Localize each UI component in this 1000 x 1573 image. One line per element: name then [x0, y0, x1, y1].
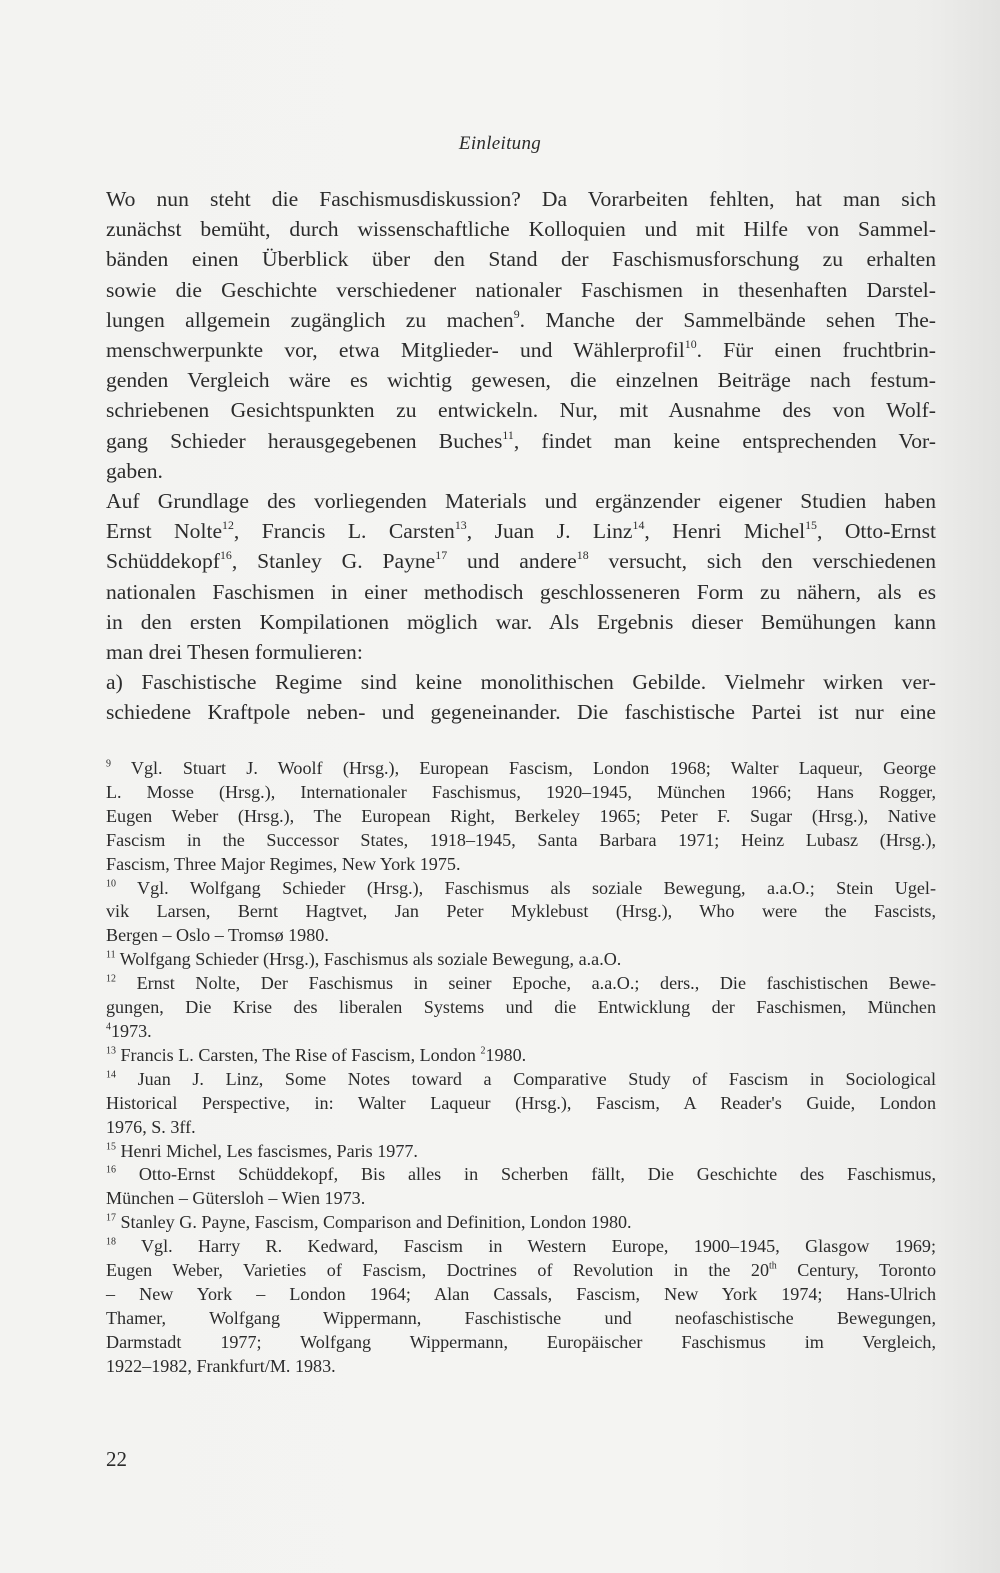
- body-line-text: in den ersten Kompilationen möglich war. Als Ergebnis dieser Bemühungen kann: [106, 609, 936, 634]
- footnote-line: [106, 1044, 936, 1068]
- footnote-number: 9: [106, 758, 111, 770]
- body-text: [106, 184, 936, 728]
- body-line-text: Wo nun steht die Faschismusdiskussion? Da Vorarbeiten fehlten, hat man sich: [106, 187, 936, 211]
- footnote-number: 15: [106, 1141, 116, 1153]
- footnote-ref: 9: [513, 306, 520, 321]
- footnote-line: [106, 1331, 936, 1355]
- footnote-ref: 11: [502, 427, 514, 442]
- footnotes: [106, 757, 936, 1379]
- body-line: [106, 667, 936, 697]
- body-line: [106, 697, 936, 727]
- footnote-text: vik Larsen, Bernt Hagtvet, Jan Peter Myklebust (Hrsg.), Who were the Fascists,: [106, 901, 936, 922]
- body-line-text: man drei Thesen formulieren:: [106, 640, 363, 665]
- footnote-line: [106, 781, 936, 805]
- footnote-line: [106, 1020, 936, 1044]
- footnote-line: [106, 1187, 936, 1211]
- body-line: [106, 184, 936, 214]
- body-line: [106, 486, 936, 516]
- footnote-number: 12: [106, 973, 116, 985]
- edition-number: 2: [480, 1045, 486, 1057]
- body-line: [106, 426, 936, 456]
- body-line: [106, 456, 936, 486]
- footnote-ref: 10: [684, 337, 697, 352]
- footnote-text: 1973.: [110, 1020, 152, 1041]
- body-line-text: und andere: [447, 549, 577, 574]
- footnote-ref: 13: [454, 518, 467, 533]
- body-line-text: , findet man keine entsprechenden Vor-: [513, 428, 936, 453]
- body-line-text: nationalen Faschismen in einer methodisch geschlosseneren Form zu nähern, als es: [106, 579, 936, 604]
- body-line: [106, 607, 936, 637]
- footnote-line: [106, 829, 936, 853]
- footnote-number: 17: [106, 1212, 116, 1224]
- footnote-text: Francis L. Carsten, The Rise of Fascism, London: [115, 1044, 481, 1065]
- footnote-line: [106, 972, 936, 996]
- footnote-line: [106, 1307, 936, 1331]
- footnote-line: [106, 1211, 936, 1235]
- body-line-text: , Henri Michel: [644, 519, 806, 544]
- body-line-text: . Manche der Sammelbände sehen The-: [519, 307, 936, 332]
- footnote-text: Eugen Weber (Hrsg.), The European Right, Berkeley 1965; Peter F. Sugar (Hrsg.), Native: [106, 805, 936, 826]
- body-line: [106, 244, 936, 274]
- footnote-line: [106, 1116, 936, 1140]
- footnote-number: 16: [106, 1164, 116, 1176]
- body-line-text: sowie die Geschichte verschiedener nationaler Faschismen in thesenhaften Darstel-: [106, 277, 936, 302]
- footnote-text: Vgl. Harry R. Kedward, Fascism in Western Europe, 1900–1945, Glasgow 1969;: [115, 1236, 936, 1257]
- body-line-text: schriebenen Gesichtspunkten zu entwickeln. Nur, mit Ausnahme des von Wolf-: [106, 398, 936, 423]
- footnote-line: [106, 1259, 936, 1283]
- footnote-line: [106, 1235, 936, 1259]
- body-line-text: , Otto-Ernst: [816, 519, 936, 544]
- footnote-text: Otto-Ernst Schüddekopf, Bis alles in Scherben fällt, Die Geschichte des Faschismus,: [115, 1164, 936, 1185]
- body-line: [106, 275, 936, 305]
- body-line-text: , Juan J. Linz: [466, 519, 633, 544]
- footnote-text: Fascism, Three Major Regimes, New York 1975.: [106, 853, 461, 874]
- footnote-text: Historical Perspective, in: Walter Laqueur (Hrsg.), Fascism, A Reader's Guide, London: [106, 1092, 936, 1113]
- footnote-text: Fascism in the Successor States, 1918–1945, Santa Barbara 1971; Heinz Lubasz (Hrsg.),: [106, 829, 936, 850]
- body-line-text: Auf Grundlage des vorliegenden Materials und ergänzender eigener Studien haben: [106, 489, 936, 514]
- footnote-line: [106, 1355, 936, 1379]
- footnote-ref: 17: [435, 548, 448, 563]
- body-line-text: gaben.: [106, 458, 163, 483]
- footnote-ref: 16: [219, 548, 232, 563]
- footnote-text: Wolfgang Schieder (Hrsg.), Faschismus als soziale Bewegung, a.a.O.: [115, 949, 622, 970]
- body-line: [106, 577, 936, 607]
- footnote-text: Century, Toronto: [776, 1260, 936, 1281]
- footnote-text: Stanley G. Payne, Fascism, Comparison and Definition, London 1980.: [115, 1212, 632, 1233]
- footnote-text: Thamer, Wolfgang Wippermann, Faschistische und neofaschistische Bewegungen,: [106, 1307, 936, 1328]
- body-line-text: . Für einen fruchtbrin-: [696, 338, 936, 363]
- footnote-line: [106, 877, 936, 901]
- footnote-number: 10: [106, 878, 116, 890]
- body-line-text: versucht, sich den verschiedenen: [588, 549, 936, 574]
- footnote-line: [106, 1163, 936, 1187]
- footnote-text: – New York – London 1964; Alan Cassals, Fascism, New York 1974; Hans-Ulrich: [106, 1283, 936, 1304]
- footnote-line: [106, 996, 936, 1020]
- footnote-text: 1980.: [485, 1044, 527, 1065]
- footnote-number: 11: [106, 949, 116, 961]
- body-line-text: genden Vergleich wäre es wichtig gewesen, die einzelnen Beiträge nach festum-: [106, 368, 936, 393]
- footnote-text: Vgl. Stuart J. Woolf (Hrsg.), European Fascism, London 1968; Walter Laqueur, George: [110, 758, 936, 778]
- body-line-text: , Francis L. Carsten: [233, 519, 455, 544]
- footnote-line: [106, 757, 936, 781]
- footnote-text: 1922–1982, Frankfurt/M. 1983.: [106, 1355, 336, 1376]
- footnote-ref: 14: [632, 518, 645, 533]
- footnote-text: Vgl. Wolfgang Schieder (Hrsg.), Faschismus als soziale Bewegung, a.a.O.; Stein Ugel-: [115, 877, 936, 898]
- body-line-text: Ernst Nolte: [106, 519, 223, 544]
- body-line-text: lungen allgemein zugänglich zu machen: [106, 307, 514, 332]
- running-head: Einleitung: [458, 133, 542, 154]
- body-line-text: , Stanley G. Payne: [231, 549, 436, 574]
- footnote-line: [106, 1140, 936, 1164]
- footnote-line: [106, 1283, 936, 1307]
- footnote-text: Henri Michel, Les fascismes, Paris 1977.: [115, 1140, 418, 1161]
- footnote-ref: 12: [222, 518, 234, 533]
- body-line-text: Schüddekopf: [106, 549, 220, 574]
- footnote-text: L. Mosse (Hrsg.), Internationaler Faschismus, 1920–1945, München 1966; Hans Rogger,: [106, 781, 936, 802]
- body-line: [106, 637, 936, 667]
- footnote-line: [106, 924, 936, 948]
- body-line-text: a) Faschistische Regime sind keine monolithischen Gebilde. Vielmehr wirken ver-: [106, 670, 936, 695]
- body-line: [106, 546, 936, 576]
- footnote-text: Bergen – Oslo – Tromsø 1980.: [106, 925, 329, 946]
- body-line: [106, 305, 936, 335]
- footnote-text: Eugen Weber, Varieties of Fascism, Doctrines of Revolution in the 20: [106, 1260, 769, 1281]
- footnote-ref: 18: [576, 548, 589, 563]
- footnote-line: [106, 853, 936, 877]
- footnote-ref: 15: [805, 518, 817, 533]
- body-line: [106, 335, 936, 365]
- edition-number: 4: [106, 1021, 111, 1033]
- footnote-line: [106, 900, 936, 924]
- footnote-line: [106, 805, 936, 829]
- body-line-text: zunächst bemüht, durch wissenschaftliche Kolloquien und mit Hilfe von Sammel-: [106, 217, 936, 242]
- footnote-line: [106, 1068, 936, 1092]
- ordinal-suffix: th: [769, 1260, 777, 1272]
- body-line: [106, 365, 936, 395]
- footnote-number: 18: [106, 1236, 116, 1248]
- footnote-number: 13: [106, 1045, 116, 1057]
- footnote-text: Juan J. Linz, Some Notes toward a Comparative Study of Fascism in Sociological: [115, 1068, 936, 1089]
- body-line: [106, 516, 936, 546]
- body-line: [106, 395, 936, 425]
- footnote-line: [106, 948, 936, 972]
- body-line-text: menschwerpunkte vor, etwa Mitglieder- und Wählerprofil: [106, 338, 685, 363]
- body-line-text: bänden einen Überblick über den Stand der Faschismusforschung zu erhalten: [106, 247, 936, 272]
- footnote-text: gungen, Die Krise des liberalen Systems und die Entwicklung der Faschismen, München: [106, 997, 936, 1018]
- footnote-text: Ernst Nolte, Der Faschismus in seiner Epoche, a.a.O.; ders., Die faschistischen Bewe-: [115, 973, 936, 994]
- body-line-text: gang Schieder herausgegebenen Buches: [106, 428, 503, 453]
- footnote-text: Darmstadt 1977; Wolfgang Wippermann, Europäischer Faschismus im Vergleich,: [106, 1331, 936, 1352]
- body-line-text: schiedene Kraftpole neben- und gegeneinander. Die faschistische Partei ist nur eine: [106, 700, 936, 725]
- page-number: 22: [106, 1447, 127, 1471]
- footnote-number: 14: [106, 1069, 116, 1081]
- body-line: [106, 214, 936, 244]
- footnote-line: [106, 1092, 936, 1116]
- footnote-text: München – Gütersloh – Wien 1973.: [106, 1188, 366, 1209]
- footnote-text: 1976, S. 3ff.: [106, 1116, 196, 1137]
